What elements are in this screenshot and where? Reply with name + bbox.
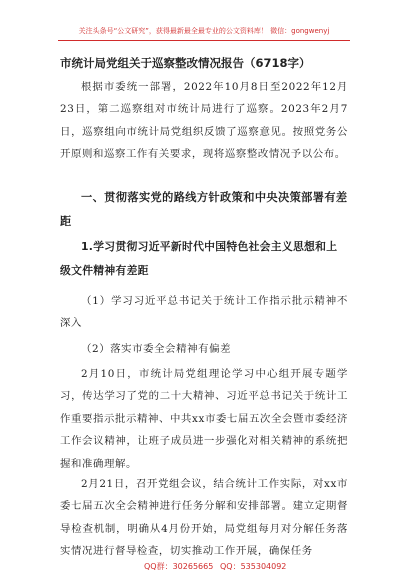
list-item-2: （2）落实市委全会精神有偏差 [81,343,232,355]
header-divider [58,40,350,41]
body-paragraph-1: 2月10日，市统计局党组理论学习中心组开展专题学习，传达学习了党的二十大精神、习近平总书记关于统计工作重要指示批示精神、中共xx市委七届五次全会暨市委经济工作会议精神，让班子成员进一步强化对相关精神的系统把握和准确理解。 [60,368,348,470]
section-heading: 一、贯彻落实党的路线方针政策和中央决策部署有差距 [60,191,348,228]
document-title: 市统计局党组关于巡察整改情况报告（6718字） [60,56,311,70]
footer-qq: QQ：535304092 [220,562,287,571]
footer [60,560,348,574]
subsection-heading: 1.学习贯彻习近平新时代中国特色社会主义思想和上级文件精神有差距 [60,240,338,277]
list-item-1: （1）学习习近平总书记关于统计工作指示批示精神不深入 [60,295,348,330]
body-paragraph-2: 2月21日，召开党组会议，结合统计工作实际，对xx市委七届五次全会精神进行任务分解和安排部署。建立定期督导检查机制，明确从4月份开始，局党组每月对分解任务落实情况进行督导检查，切实推动工作开展，确保任务 [60,478,348,558]
header-banner: 关注头条号“公文研究”，获得最新最全最专业的公文资料库！ 微信：gongwenyj [78,27,330,35]
footer-qq-group: QQ群：30265665 [144,562,214,571]
intro-paragraph: 根据市委统一部署，2022年10月8日至2022年12月23日，第二巡察组对市统计局进行了巡察。2023年2月7日，巡察组向市统计局党组织反馈了巡察意见。按照党务公开原则和巡察工作有关要求，现将巡察整改情况予以公布。 [60,81,348,161]
